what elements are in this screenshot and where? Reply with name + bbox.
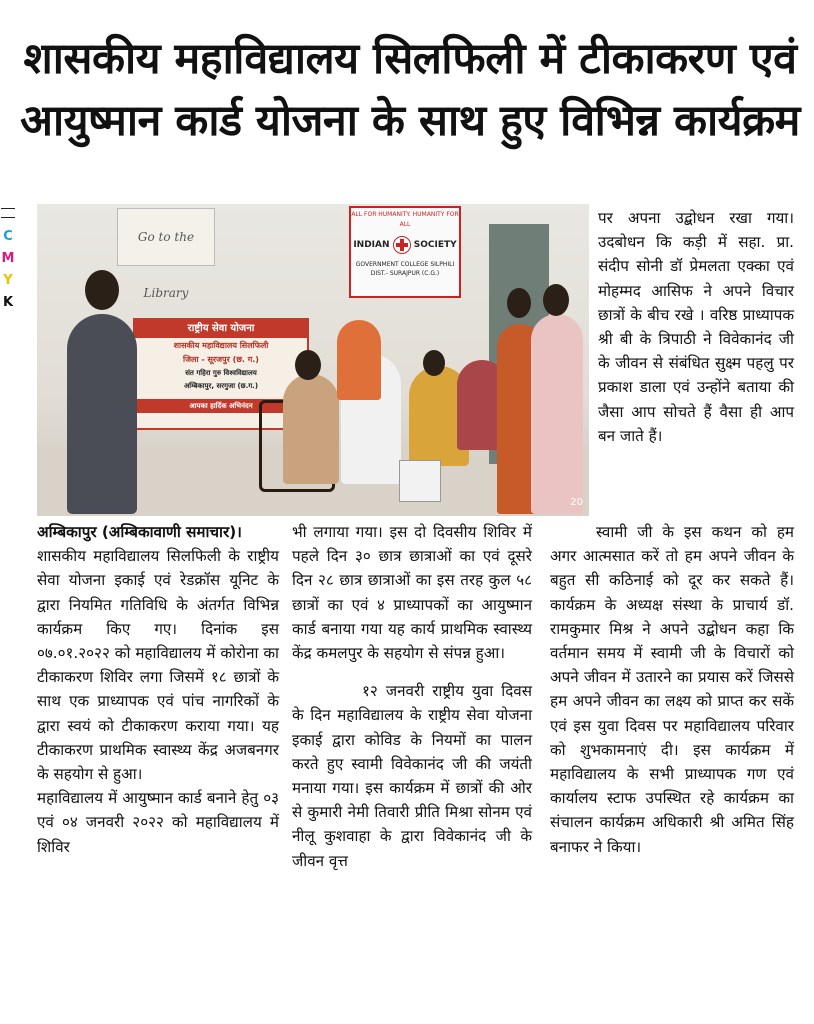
red-cross-icon: [393, 236, 411, 254]
redcross-banner-district: DIST.- SURAJPUR (C.G.): [370, 270, 440, 277]
reg-mark-c: C: [3, 229, 13, 244]
article-column-1: [37, 520, 279, 859]
person-standing-pink: [531, 314, 583, 514]
person-head: [507, 288, 531, 318]
nss-banner-district: जिला - सूरजपुर (छ. ग.): [183, 355, 259, 364]
person-head: [423, 350, 445, 376]
nss-banner-welcome: आपका हार्दिक अभिनंदन: [135, 399, 307, 413]
redcross-banner: [349, 206, 461, 298]
person-standing-left: [67, 314, 137, 514]
person-head: [85, 270, 119, 310]
article-paragraph: शासकीय महाविद्यालय सिलफिली के राष्ट्रीय सेवा योजना इकाई एवं रेडक्रॉस यूनिट के द्वारा नियमित गतिविधि के अंतर्गत विभिन्न कार्यक्रम किए गए। दिनांक इस ०७.०१.२०२२ को महाविद्यालय में कोरोना का टीकाकरण शिविर लगा जिसमें १८ छात्रों के साथ एक प्राध्यापक एवं पांच नागरिकों के द्वारा स्वयं को टीकाकरण कराया गया। यह टीकाकरण प्राथमिक स्वास्थ्य केंद्र अजबनगर के सहयोग से हुआ।: [37, 547, 279, 784]
article-paragraph: भी लगाया गया। इस दो दिवसीय शिविर में पहले दिन ३० छात्र छात्राओं का एवं दूसरे दिन २८ छात्र छात्राओं का इस तरह कुल ५८ छात्रों का एवं ४ प्राध्यापकों का आयुष्मान कार्ड बनाया गया यह कार्य प्राथमिक स्वास्थ्य केंद्र कमलपुर के सहयोग से संपन्न हुआ।: [292, 523, 532, 663]
article-column-2: [292, 520, 532, 873]
reg-mark-y: Y: [3, 273, 13, 288]
reg-mark-k: K: [2, 295, 14, 310]
reg-mark-m: M: [1, 251, 15, 266]
article-paragraph: स्वामी जी के इस कथन को हम अगर आत्मसात करें तो हम अपने जीवन के बहुत सी कठिनाई को दूर कर सकते हैं। कार्यक्रम के अध्यक्ष संस्था के प्राचार्य डॉ. रामकुमार मिश्र ने अपने उद्बोधन कहा कि वर्तमान समय में स्वामी जी के विचारों को अपने जीवन में उतारने का प्रयास करें जिससे हम अपने जीवन का लक्ष्य को प्राप्त कर सकें एवं इस युवा दिवस पर महाविद्यालय परिवार को शुभकामनाएं दी। इस कार्यक्रम में महाविद्यालय के सभी प्राध्यापक गण एवं कार्यालय स्टाफ उपस्थित रहे कार्यक्रम का संचालन कार्यक्रम अधिकारी श्री अमित सिंह बनाफर ने किया।: [550, 523, 794, 856]
headline: [20, 28, 800, 152]
nss-banner-university: संत गहिरा गुरु विश्वविद्यालय: [185, 369, 257, 377]
cmyk-registration-marks: [0, 200, 16, 314]
nss-banner-city: अम्बिकापुर, सरगुजा (छ.ग.): [183, 382, 259, 390]
person-head: [295, 350, 321, 380]
person-seated-patient: [283, 374, 339, 484]
article-column-3: [550, 520, 794, 859]
nss-banner-college: शासकीय महाविद्यालय सिलफिली: [173, 341, 269, 350]
headline-line-1: शासकीय महाविद्यालय सिलफिली में टीकाकरण एवं: [23, 34, 797, 84]
registration-line: [1, 208, 15, 209]
redcross-banner-word-society: SOCIETY: [413, 240, 457, 250]
article-paragraph: १२ जनवरी राष्ट्रीय युवा दिवस के दिन महाविद्यालय के राष्ट्रीय सेवा योजना इकाई द्वारा कोविड के नियमों का पालन करते हुए स्वामी विवेकानंद जी की जयंती मनाया गया। इस कार्यक्रम में छात्रों की ओर से कुमारी नेमी तिवारी प्रीति मिश्रा सोनम एवं नीलू कुशवाहा के द्वारा विवेकानंद जी के जीवन वृत्त: [292, 682, 532, 870]
library-sign: Go to the Library: [117, 208, 215, 266]
vaccine-ice-box: [399, 460, 441, 502]
event-photo: [37, 204, 589, 516]
redcross-banner-title: [351, 230, 459, 260]
redcross-banner-word-indian: INDIAN: [353, 240, 390, 250]
person-head: [543, 284, 569, 316]
redcross-banner-slogan: ALL FOR HUMANITY. HUMANITY FOR ALL: [351, 211, 459, 228]
redcross-banner-college: GOVERNMENT COLLEGE SILPHILI: [355, 261, 455, 268]
article-paragraph: महाविद्यालय में आयुष्मान कार्ड बनाने हेतु ०३ एवं ०४ जनवरी २०२२ को महाविद्यालय में शिविर: [37, 789, 279, 856]
article-column-3-top: पर अपना उद्बोधन रखा गया। उदबोधन कि कड़ी में सहा. प्रा. संदीप सोनी डॉ प्रेमलता एक्का एवं मोहम्मद आसिफ ने अपने विचार छात्रों के बीच रखे । वरिष्ठ प्राध्यापक श्री बी के त्रिपाठी ने विवेकानंद जी के जीवन से संबंधित सुक्ष्म पहलु पर प्रकाश डाला एवं उन्होंने बताया की जैसा आप सोचते हैं वैसा ही आप बन जाते हैं।: [598, 209, 794, 445]
person-orange: [337, 320, 381, 400]
article-dateline: अम्बिकापुर (अम्बिकावाणी समाचार)।: [37, 523, 242, 541]
registration-line: [1, 217, 15, 218]
headline-line-2: आयुष्मान कार्ड योजना के साथ हुए विभिन्न कार्यक्रम: [20, 96, 800, 146]
photo-credit: 20: [570, 497, 583, 508]
nss-banner-title: राष्ट्रीय सेवा योजना: [135, 320, 307, 338]
